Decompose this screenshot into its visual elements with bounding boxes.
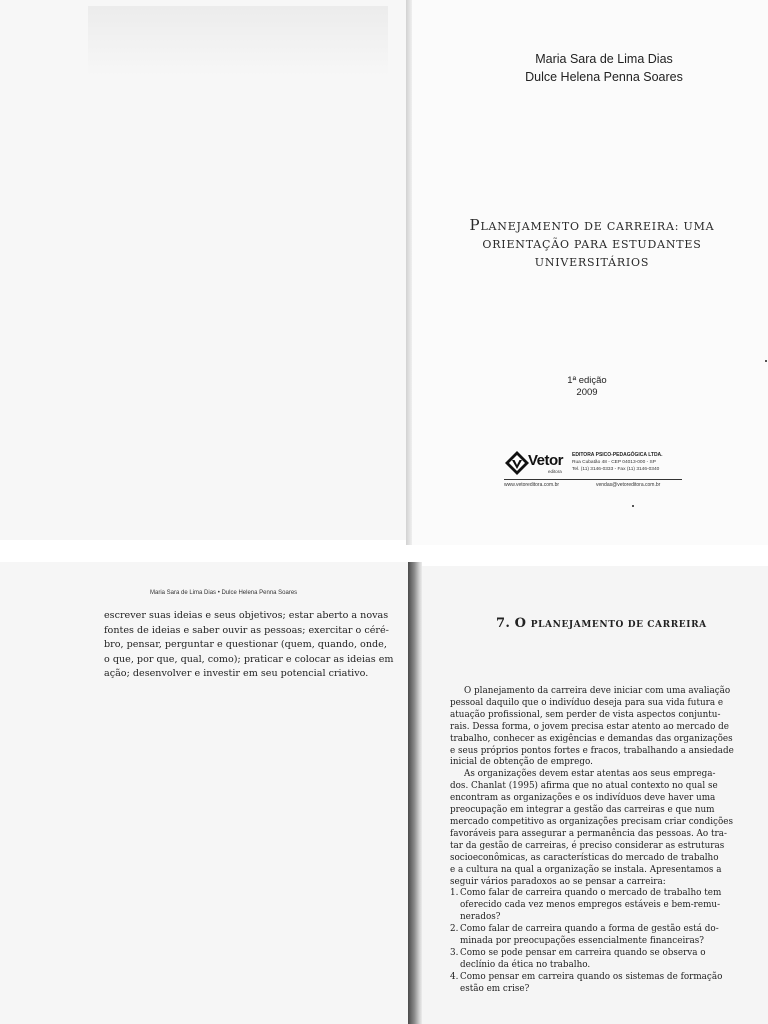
text-line: declínio da ética no trabalho.: [460, 959, 591, 970]
text-line: pessoal daquilo que o indivíduo deseja para sua vida futura e: [450, 697, 724, 708]
edition: [547, 375, 627, 399]
publisher-logo-sub: editora: [548, 469, 562, 474]
chapter-heading: [496, 616, 736, 631]
text-line: Como falar de carreira quando a forma de gestão está do-: [460, 924, 719, 935]
book-title: [442, 216, 742, 272]
edition-label: 1ª edição: [567, 375, 607, 386]
text-line: As organizações devem estar atentas aos seus emprega-: [464, 769, 716, 780]
text-line: estão em crise?: [460, 983, 530, 994]
list-item: [450, 924, 740, 948]
paragraph: [450, 686, 740, 769]
list-number: 2.: [450, 924, 459, 935]
publisher-logo-word: Vetor: [528, 452, 564, 469]
left-page-body: [104, 609, 394, 682]
paragraph: [450, 769, 740, 888]
text-line: seguir vários paradoxos ao se pensar a carreira:: [450, 876, 666, 887]
scan-speck: [765, 360, 767, 362]
text-line: dos. Chanlat (1995) afirma que no atual contexto no qual se: [450, 781, 718, 792]
list-item: [450, 972, 740, 996]
text-line: ação; desenvolver e investir em seu potencial criativo.: [104, 668, 369, 680]
text-line: atuação profissional, sem perder de vista aspectos conjuntu-: [450, 709, 721, 720]
list-number: 3.: [450, 947, 459, 958]
authors: [504, 50, 704, 86]
book-spine: [408, 562, 422, 1024]
text-line: e seus próprios pontos fortes e fracos, trabalhando a ansiedade: [450, 745, 734, 756]
list-number: 1.: [450, 888, 459, 899]
chapter-body: [450, 686, 740, 996]
text-line: o que, por que, qual, como); praticar e colocar as ideias em: [104, 653, 394, 665]
publisher-address: Rua Cubatão 48 - CEP 04013-000 - SP: [572, 460, 656, 465]
publisher-name: EDITORA PSICO-PEDAGÓGICA LTDA.: [572, 452, 663, 458]
text-line: encontram as organizações e os indivíduos deve haver uma: [450, 793, 716, 804]
publisher-email: vendas@vetoreditora.com.br: [596, 482, 661, 488]
text-line: minada por preocupações essencialmente financeiras?: [460, 936, 704, 947]
list-item: [450, 888, 740, 924]
spread-separator: [0, 545, 768, 562]
publisher-phone: Tel. (11) 3146-0333 - Fax (11) 3146-0340: [572, 467, 660, 472]
text-line: bro, pensar, perguntar e questionar (quem, quando, onde,: [104, 639, 387, 651]
list-item: [450, 948, 740, 972]
blank-page: [0, 0, 406, 540]
chapter-number: 7.: [496, 616, 511, 631]
right-page: [422, 566, 768, 1024]
book-title-line: UNIVERSITÁRIOS: [534, 256, 650, 269]
author-name: Maria Sara de Lima Dias: [535, 52, 673, 66]
running-head: Maria Sara de Lima Dias • Dulce Helena Penna Soares: [150, 590, 298, 596]
text-line: tar da gestão de carreiras, é preciso considerar as estruturas: [450, 840, 725, 851]
text-line: mercado competitivo as organizações precisam criar condições: [450, 816, 733, 827]
edition-year: 2009: [576, 387, 598, 398]
author-name: Dulce Helena Penna Soares: [525, 70, 683, 84]
text-line: Como se pode pensar em carreira quando se observa o: [460, 947, 706, 958]
list-number: 4.: [450, 971, 459, 982]
title-line-1: LANEJAMENTO DE CARREIRA: UMA: [480, 220, 715, 233]
publisher-block: [504, 450, 684, 494]
text-line: inicial de obtenção de emprego.: [450, 757, 593, 768]
left-page: [0, 562, 408, 1024]
scan-speck: [632, 505, 634, 507]
title-page: [412, 0, 768, 548]
text-line: O planejamento da carreira deve iniciar com uma avaliação: [464, 686, 731, 696]
text-line: socioeconômicas, as características do mercado de trabalho: [450, 852, 719, 863]
publisher-website: www.vetoreditora.com.br: [504, 482, 560, 488]
book-title-line: ORIENTAÇÃO PARA ESTUDANTES: [482, 238, 702, 251]
text-line: rais. Dessa forma, o jovem precisa estar atento ao mercado de: [450, 721, 730, 732]
text-line: trabalho, conhecer as exigências e demandas das organizações: [450, 733, 733, 744]
text-line: escrever suas ideias e seus objetivos; estar aberto a novas: [104, 610, 389, 621]
text-line: Como pensar em carreira quando os sistemas de formação: [460, 971, 723, 982]
text-line: favoráveis para assegurar a permanência das pessoas. Ao tra-: [450, 828, 727, 839]
text-line: nerados?: [460, 912, 501, 923]
numbered-list: [450, 888, 740, 995]
text-line: e a cultura na qual a organização se instala. Apresentamos a: [450, 864, 722, 875]
text-line: oferecido cada vez menos empregos estáveis e bem-remu-: [460, 900, 721, 911]
text-line: fontes de ideias e saber ouvir as pessoas; exercitar o céré-: [104, 624, 389, 636]
text-line: preocupação em integrar a gestão das carreiras e que num: [450, 805, 715, 816]
book-title-line: PLANEJAMENTO DE CARREIRA: UMA: [469, 216, 715, 234]
chapter-title-text: O PLANEJAMENTO DE CARREIRA: [514, 616, 707, 631]
scan-shadow: [88, 6, 388, 76]
diamond-v-logo-icon: [504, 450, 530, 476]
text-line: Como falar de carreira quando o mercado de trabalho tem: [460, 888, 722, 899]
publisher-divider: [504, 479, 682, 480]
